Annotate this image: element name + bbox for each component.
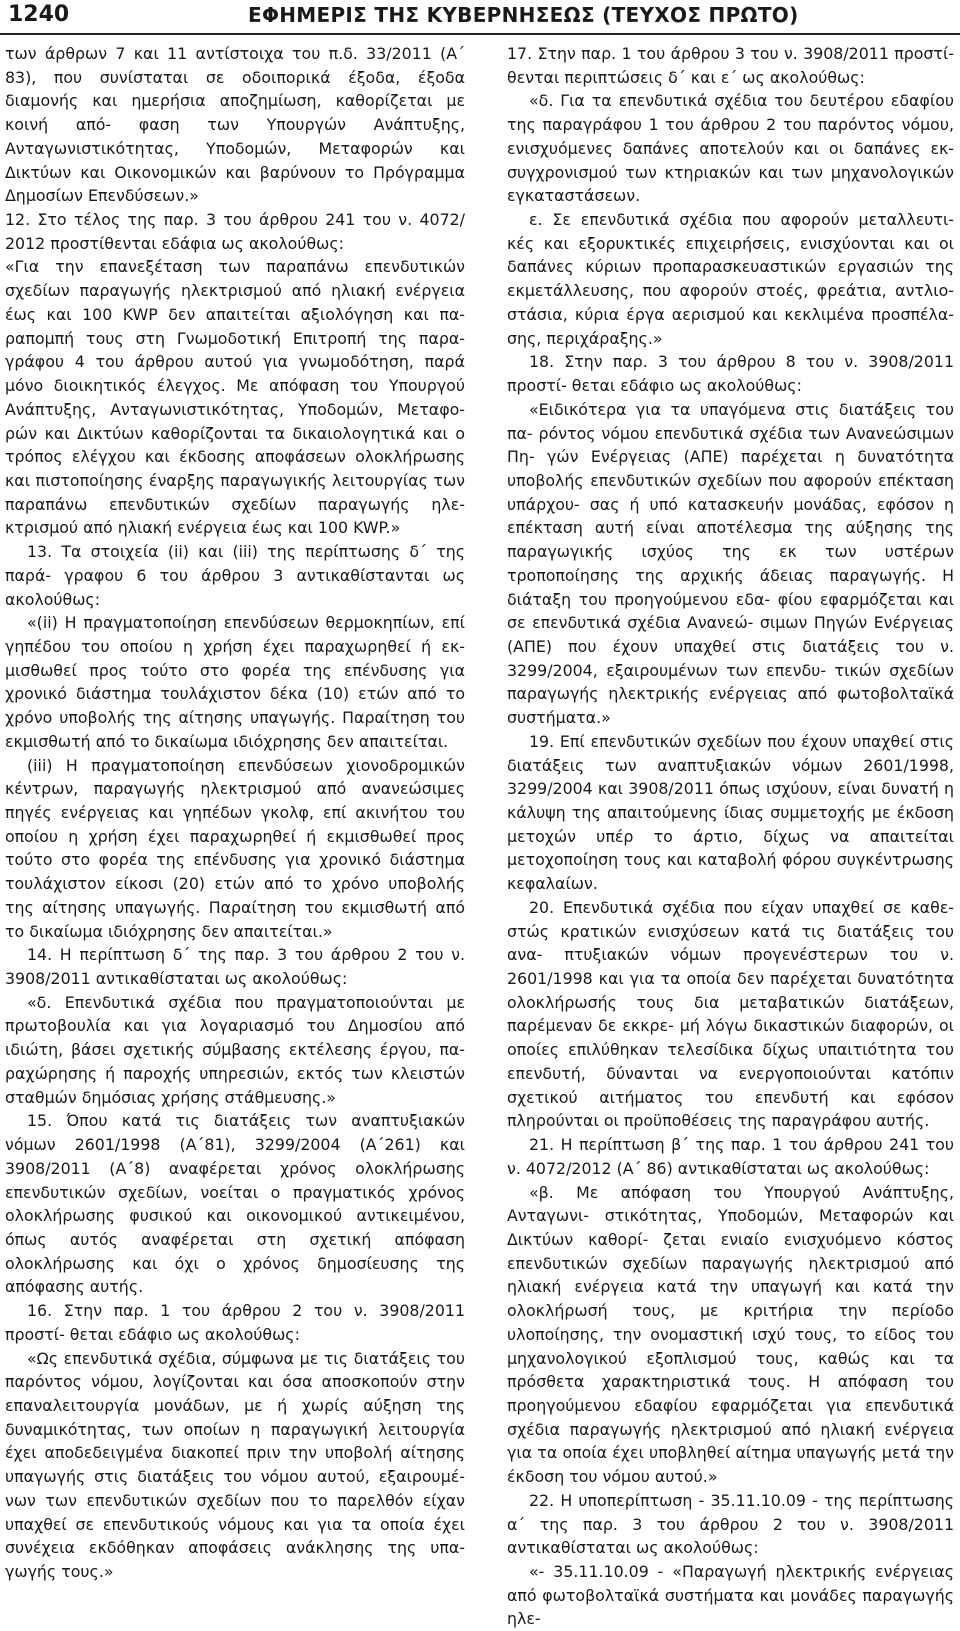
paragraph: 20. Επενδυτικά σχέδια που είχαν υπαχθεί σε καθε- στώς κρατικών ενισχύσεων κατά τις διατάξεις του ανα- πτυξιακών νόμων προγενέστερων του ν. 2601/1998 και για τα οποία δεν παρέχεται δυνατότητα ολοκλήρωσής τους δια μεταβατικών διατάξεων, παρέμεναν δε εκκρε- μή λόγω δικαστικών διαφορών, οι οποίες επιλύθηκαν τελεσίδικα δίχως υπαιτιότητα του επενδυτή, δύνανται να ενεργοποιούνται κατόπιν σχετικού αιτήματος του επενδυτή και εφόσον πληρούνται οι προϋποθέσεις της παραγράφου αυτής. <box>507 897 954 1131</box>
paragraph: 14. Η περίπτωση δ΄ της παρ. 3 του άρθρου 2 του ν. 3908/2011 αντικαθίσταται ως ακολούθως: <box>5 945 465 989</box>
paragraph: (iii) Η πραγματοποίηση επενδύσεων χιονοδρομικών κέντρων, παραγωγής ηλεκτρισμού από ανανεώσιμες πηγές ενέργειας και γηπέδων γκολφ, επί ακινήτου του οποίου η χρήση έχει παραχωρηθεί ή εκμισθωθεί προς τούτο στο φορέα της επένδυσης για χρονικό διάστημα τουλάχιστον είκοσι (20) ετών από το χρόνο υποβολής της αίτησης υπαγωγής. Παραίτηση του εκμισθωτή από το δικαίωμα ιδιόχρησης δεν απαιτείται.» <box>5 755 465 941</box>
paragraph: «δ. Επενδυτικά σχέδια που πραγματοποιούνται με πρωτοβουλία και για λογαριασμό του Δημοσίου από ιδιώτη, βάσει σχετικής σύμβασης εκτέλεσης έργου, πα- ραχώρησης ή παροχής υπηρεσιών, εκτός των κλειστών σταθμών δημόσιας χρήσης στάθμευσης.» <box>5 992 465 1107</box>
paragraph: «- 35.11.10.09 - «Παραγωγή ηλεκτρικής ενέργειας από φωτοβολταϊκά συστήματα και μονάδες παραγωγής ηλε- <box>507 1562 954 1629</box>
paragraph: 21. Η περίπτωση β΄ της παρ. 1 του άρθρου 241 του ν. 4072/2012 (Α΄ 86) αντικαθίσταται ως ακολούθως: <box>507 1135 954 1178</box>
paragraph: 22. Η υποπερίπτωση - 35.11.10.09 - της περίπτωσης α΄ της παρ. 3 του άρθρου 2 του ν. 3908/2011 αντικαθίσταται ως ακολούθως: <box>507 1490 954 1558</box>
paragraph: 15. Όπου κατά τις διατάξεις των αναπτυξιακών νόμων 2601/1998 (Α΄81), 3299/2004 (Α΄261) και 3908/2011 (Α΄8) αναφέρεται χρόνος ολοκλήρωσης επενδυτικών σχεδίων, νοείται ο πραγματικός χρόνος ολοκλήρωσης φυσικού και οικονομικού αντικειμένου, όπως αυτός αναφέρεται στη σχετική απόφαση ολοκλήρωσης και όχι ο χρόνος δημοσίευσης της απόφασης αυτής. <box>5 1111 465 1297</box>
paragraph: «(ii) Η πραγματοποίηση επενδύσεων θερμοκηπίων, επί γηπέδου του οποίου η χρήση έχει παραχωρηθεί ή εκ- μισθωθεί προς τούτο στο φορέα της επένδυσης για χρονικό διάστημα τουλάχιστον δέκα (10) ετών από το χρόνο υποβολής της αίτησης υπαγωγής. Παραίτηση του εκμισθωτή από το δικαίωμα ιδιόχρησης δεν απαιτείται. <box>5 613 465 751</box>
header-divider <box>0 33 960 35</box>
paragraph: «δ. Για τα επενδυτικά σχέδια του δευτέρου εδαφίου της παραγράφου 1 του άρθρου 2 του παρόντος νόμου, ενισχυόμενες δαπάνες αποτελούν και οι δαπάνες εκ- συγχρονισμού των κτηριακών και των μηχανολογικών εγκαταστάσεων. <box>507 91 954 206</box>
journal-title: ΕΦΗΜΕΡΙΣ ΤΗΣ ΚΥΒΕΡΝΗΣΕΩΣ (ΤΕΥΧΟΣ ΠΡΩΤΟ) <box>248 3 799 27</box>
paragraph: 16. Στην παρ. 1 του άρθρου 2 του ν. 3908/2011 προστί- θεται εδάφιο ως ακολούθως: <box>5 1301 465 1344</box>
paragraph: «Ως επενδυτικά σχέδια, σύμφωνα με τις διατάξεις του παρόντος νόμου, λογίζονται και όσα αποσκοπούν στην επαναλειτουργία μονάδων, με ή χωρίς αύξηση της δυναμικότητας, των οποίων η παραγωγική λειτουργία έχει αποδεδειγμένα διακοπεί πριν την υποβολή αίτησης υπαγωγής στις διατάξεις του νόμου αυτού, εξαιρουμέ- νων των επενδυτικών σχεδίων που το παρελθόν είχαν υπαχθεί σε επενδυτικούς νόμους και για τα οποία έχει συνέχεια εκδόθηκαν αποφάσεις ανάκλησης της υπα- γωγής τους.» <box>5 1348 465 1581</box>
paragraph: 18. Στην παρ. 3 του άρθρου 8 του ν. 3908/2011 προστί- θεται εδάφιο ως ακολούθως: <box>507 352 954 396</box>
paragraph: 12. Στο τέλος της παρ. 3 του άρθρου 241 του ν. 4072/ 2012 προστίθενται εδάφια ως ακολούθως: <box>5 210 465 253</box>
paragraph: των άρθρων 7 και 11 αντίστοιχα του π.δ. 33/2011 (Α΄ 83), που συνίσταται σε οδοιπορικά έξοδα, έξοδα διαμονής και ημερήσια αποζημίωση, καθορίζεται με κοινή από- φαση των Υπουργών Ανάπτυξης, Ανταγωνιστικότητας, Υποδομών, Μεταφορών και Δικτύων και Οικονομικών και βαρύνουν το Πρόγραμμα Δημοσίων Επενδύσεων.» <box>5 44 465 206</box>
paragraph: «β. Με απόφαση του Υπουργού Ανάπτυξης, Ανταγωνι- στικότητας, Υποδομών, Μεταφορών και Δικτύων καθορί- ζεται ενιαίο ενισχυόμενο κόστος επενδυτικών σχεδίων παραγωγής ηλεκτρισμού από ηλιακή ενέργεια κατά την υπαγωγή και κατά την ολοκλήρωσή τους, με κριτήρια την περίοδο υλοποίησης, την ονομαστική ισχύ τους, το είδος του μηχανολογικού εξοπλισμού τους, καθώς και τα πρόσθετα χαρακτηριστικά τους. Η απόφαση του προηγούμενου εδαφίου εφαρμόζεται για επενδυτικά σχέδια παραγωγής ηλεκτρισμού από ηλιακή ενέργεια για τα οποία έχει υποβληθεί αίτημα υπαγωγής μετά την έκδοση του νόμου αυτού.» <box>507 1182 954 1487</box>
paragraph: 13. Τα στοιχεία (ii) και (iii) της περίπτωσης δ΄ της παρά- γραφου 6 του άρθρου 3 αντικαθίστανται ως ακολούθως: <box>5 542 465 609</box>
paragraph: ε. Σε επενδυτικά σχέδια που αφορούν μεταλλευτι- κές και εξορυκτικές επιχειρήσεις, ενισχύονται και οι δαπάνες κύριων προπαρασκευαστικών εργασιών της εκμετάλλευσης, που αφορούν στοές, φρεάτια, αντλιο- στάσια, κύρια έργα αερισμού και κεκλιμένα προσπέλα- σης, περιχάραξης.» <box>507 210 954 348</box>
left-column <box>5 42 465 1584</box>
paragraph: 19. Επί επενδυτικών σχεδίων που έχουν υπαχθεί στις διατάξεις των αναπτυξιακών νόμων 2601/1998, 3299/2004 και 3908/2011 όπως ισχύουν, είναι δυνατή η κάλυψη της απαιτούμενης ίδιας συμμετοχής με έκδοση μετοχών υπέρ το άρτιο, δίχως να απαιτείται μετοχοποίηση τους και καταβολή φόρου συγκέντρωσης κεφαλαίων. <box>507 731 954 894</box>
right-column <box>507 42 954 1631</box>
page-header <box>0 0 960 36</box>
paragraph: 17. Στην παρ. 1 του άρθρου 3 του ν. 3908/2011 προστί- θενται περιπτώσεις δ΄ και ε΄ ως ακολούθως: <box>507 44 954 87</box>
paragraph: «Για την επανεξέταση των παραπάνω επενδυτικών σχεδίων παραγωγής ηλεκτρισμού από ηλιακή ενέργεια έως και 100 KWP δεν απαιτείται αξιολόγηση και πα- ραπομπή τους στη Γνωμοδοτική Επιτροπή της παρα- γράφου 4 του άρθρου αυτού για γνωμοδότηση, παρά μόνο διοικητικός έλεγχος. Με απόφαση του Υπουργού Ανάπτυξης, Ανταγωνιστικότητας, Υποδομών, Μεταφο- ρών και Δικτύων καθορίζονται τα δικαιολογητικά και ο τρόπος ελέγχου και έκδοσης αποφάσεων ολοκλήρωσης και πιστοποίησης έναρξης παραγωγικής λειτουργίας των παραπάνω επενδυτικών σχεδίων παραγωγής ηλε- κτρισμού από ηλιακή ενέργεια έως και 100 KWP.» <box>5 257 465 538</box>
paragraph: «Ειδικότερα για τα υπαγόμενα στις διατάξεις του πα- ρόντος νόμου επενδυτικά σχέδια των Ανανεώσιμων Πη- γών Ενέργειας (ΑΠΕ) παρέχεται η δυνατότητα υποβολής επενδυτικών σχεδίων που αφορούν επέκταση υπάρχου- σας ή υπό κατασκευήν μονάδας, εφόσον η επέκταση αυτή είναι αποτέλεσμα της αύξησης της παραγωγικής ισχύος της εκ των υστέρων τροποποίησης της αρχικής άδειας παραγωγής. Η διάταξη του προηγούμενου εδα- φίου εφαρμόζεται και σε επενδυτικά σχέδια Ανανεώ- σιμων Πηγών Ενέργειας (ΑΠΕ) που έχουν υπαχθεί στις διατάξεις του ν. 3299/2004, εξαιρουμένων των επενδυ- τικών σχεδίων παραγωγής ηλεκτρικής ενέργειας από φωτοβολταϊκά συστήματα.» <box>507 399 954 728</box>
page-number: 1240 <box>8 2 70 27</box>
